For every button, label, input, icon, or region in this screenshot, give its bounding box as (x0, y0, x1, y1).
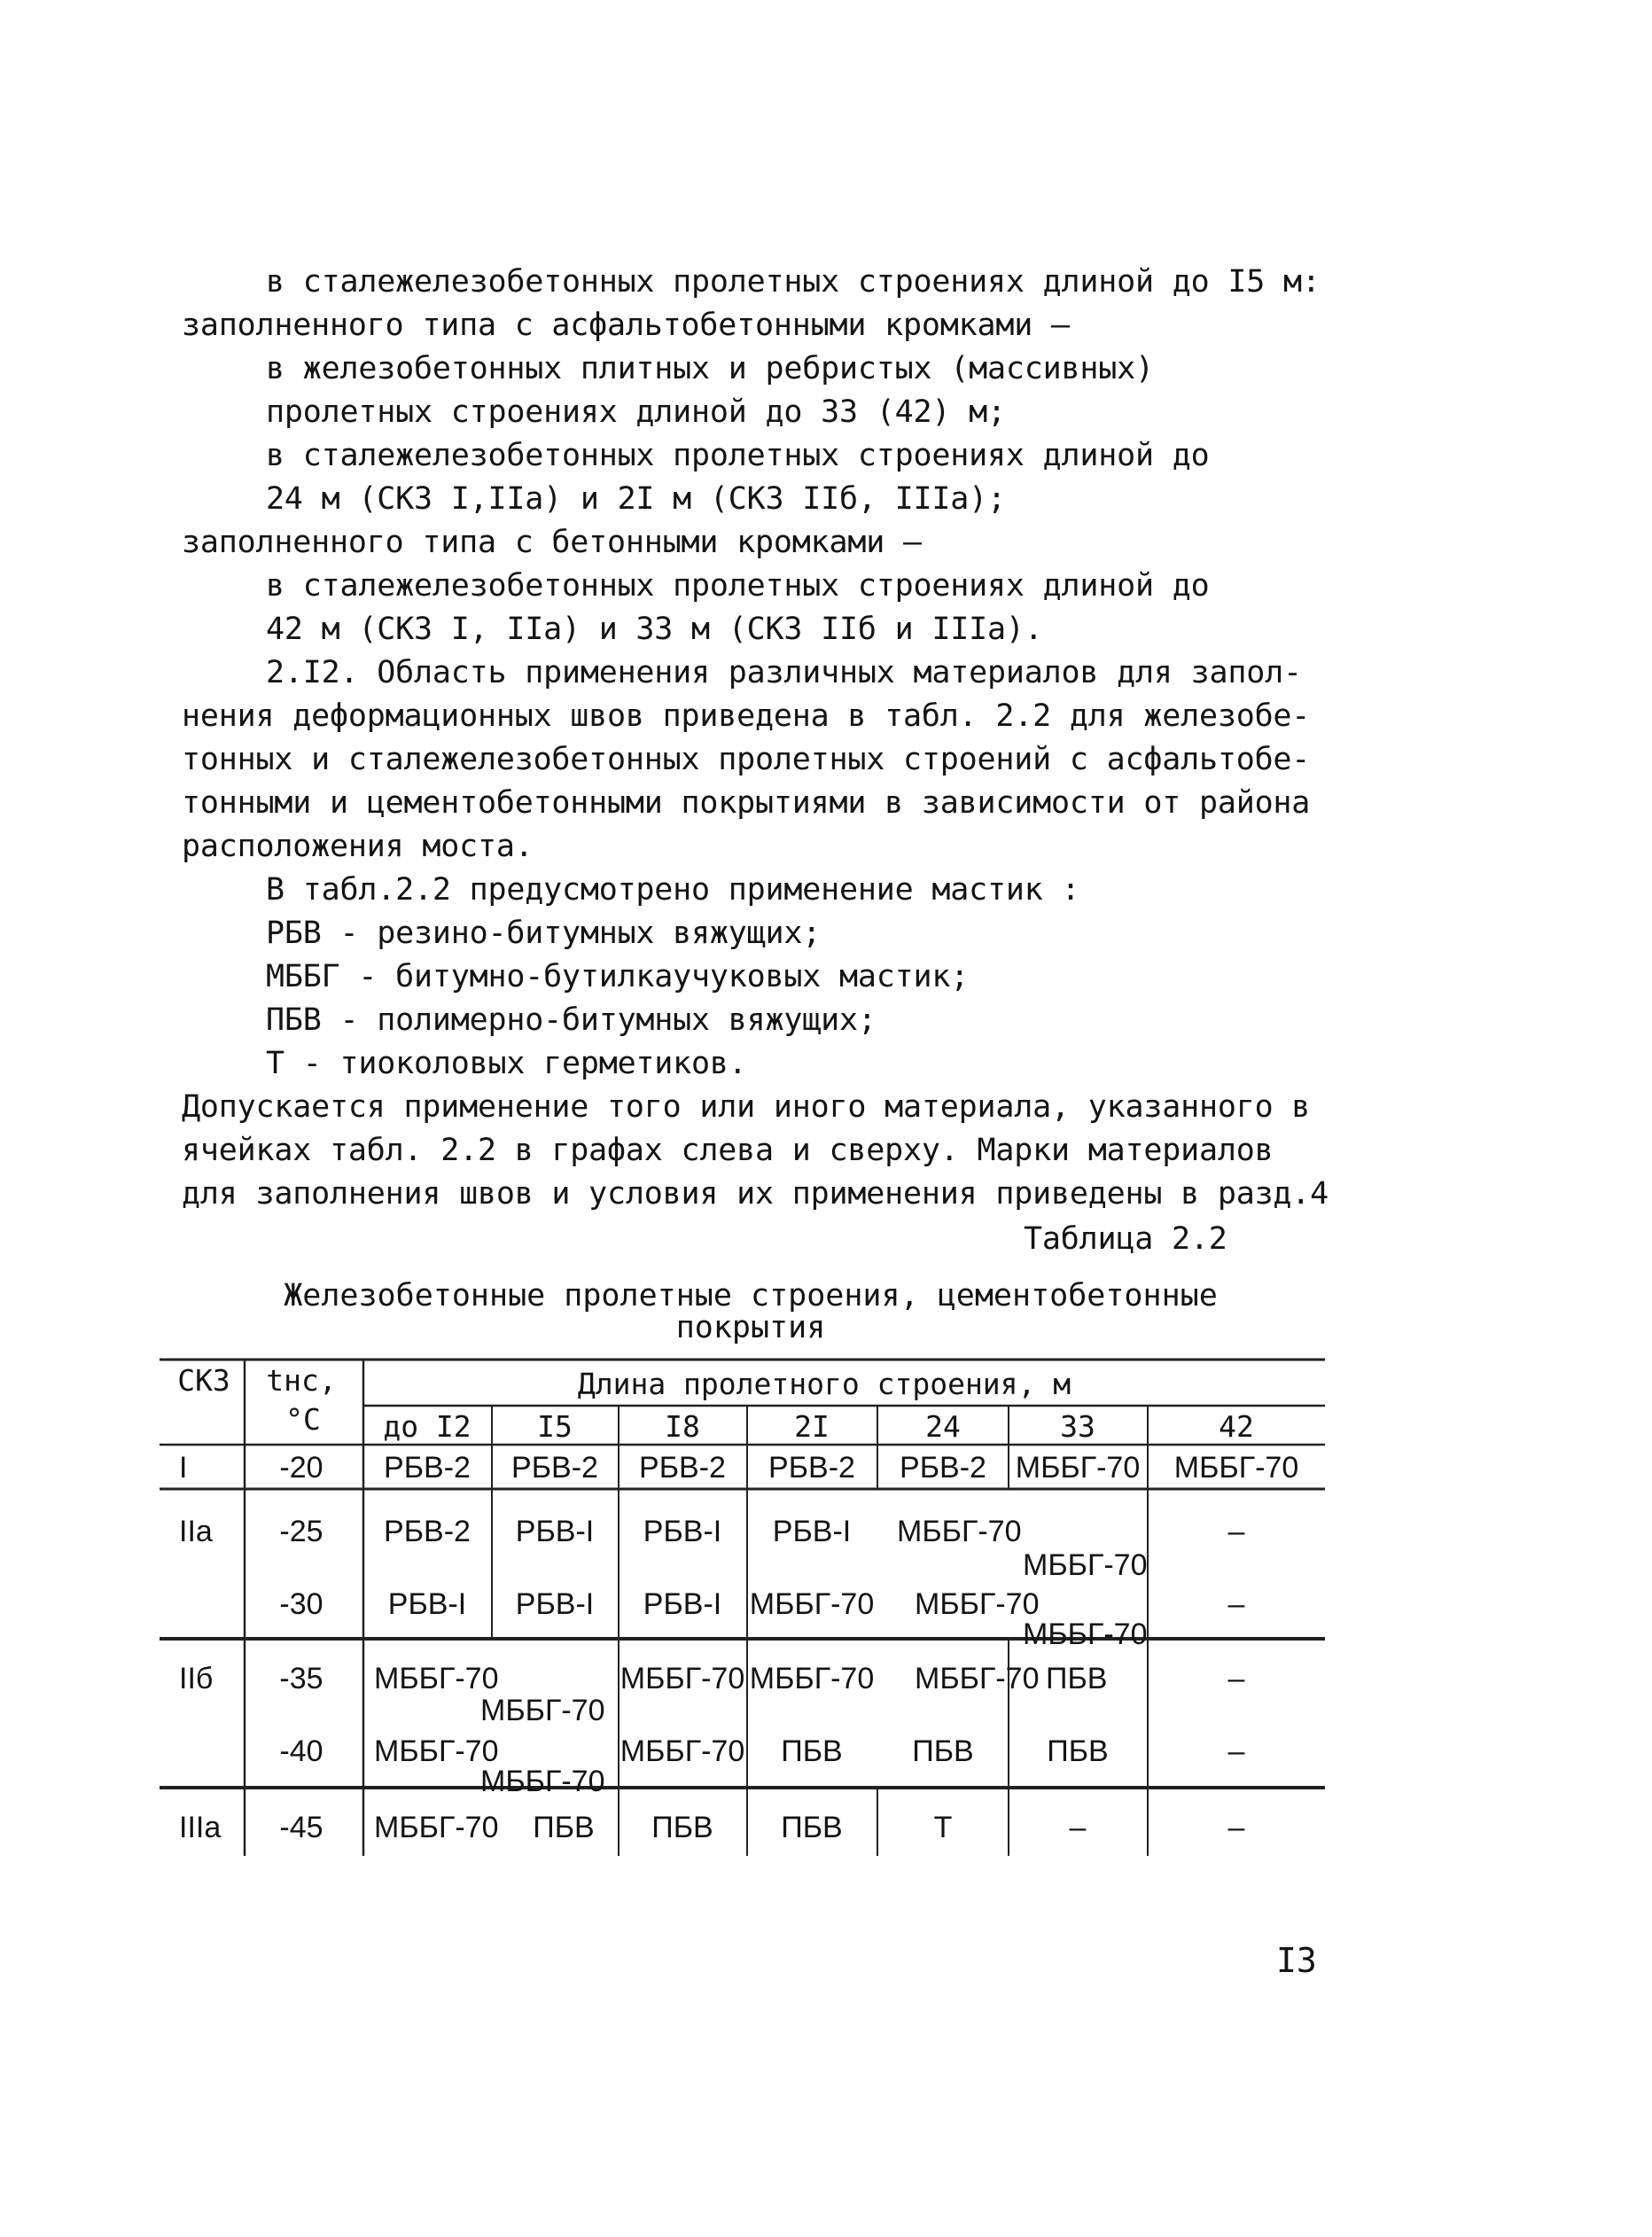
text-line: 2.I2. Область применения различных материалов для запол- (266, 655, 1302, 690)
text-line: заполненного типа с асфальтобетонными кромками – (182, 308, 1070, 343)
text-line: тонными и цементобетонными покрытиями в зависимости от района (182, 785, 1311, 821)
cell-material: МББГ-70 (1023, 1548, 1148, 1582)
cell-material: – (1069, 1811, 1087, 1844)
header-span-length: Длина пролетного строения, м (577, 1367, 1071, 1401)
header-length: I5 (537, 1409, 573, 1444)
cell-temperature: -40 (279, 1734, 323, 1768)
cell-material: РБВ-I (515, 1515, 595, 1548)
header-temperature-unit: °С (285, 1402, 321, 1437)
cell-temperature: -30 (279, 1587, 323, 1621)
header-length: I8 (665, 1409, 700, 1444)
header-skz: СКЗ (177, 1363, 230, 1398)
cell-material: РБВ-I (387, 1587, 467, 1621)
cell-material: РБВ-I (643, 1515, 722, 1548)
cell-material: РБВ-2 (384, 1515, 471, 1548)
cell-material: РБВ-2 (900, 1451, 986, 1485)
table-title: Железобетонные пролетные строения, цементобетонные (284, 1278, 1218, 1313)
table-label: Таблица 2.2 (1024, 1221, 1227, 1257)
text-line: 24 м (СКЗ I,IIа) и 2I м (СКЗ IIб, IIIа); (266, 481, 1006, 517)
cell-skz: I (179, 1451, 188, 1485)
text-line: Допускается применение того или иного материала, указанного в (182, 1089, 1311, 1125)
cell-material: РБВ-I (643, 1587, 722, 1621)
cell-skz: IIIа (179, 1811, 222, 1844)
cell-material: МББГ-70 (374, 1734, 499, 1768)
cell-temperature: -35 (279, 1662, 323, 1695)
text-line: МББГ - битумно-бутилкаучуковых мастик; (266, 959, 970, 994)
text-line: расположения моста. (182, 829, 534, 864)
cell-material: МББГ-70 (1023, 1617, 1148, 1651)
cell-material: МББГ-70 (620, 1662, 745, 1695)
cell-temperature: -25 (279, 1515, 323, 1548)
cell-material: – (1227, 1734, 1245, 1768)
cell-material: РБВ-I (515, 1587, 595, 1621)
cell-material: РБВ-2 (639, 1451, 726, 1485)
text-line: нения деформационных швов приведена в табл. 2.2 для железобе- (182, 698, 1311, 734)
cell-material: МББГ-70 (620, 1734, 745, 1768)
cell-material: ПБВ (781, 1734, 843, 1768)
text-line: тонных и сталежелезобетонных пролетных строений с асфальтобе- (182, 742, 1311, 777)
cell-material: РБВ-2 (384, 1451, 471, 1485)
cell-material: МББГ-70 (915, 1587, 1040, 1621)
cell-material: МББГ-70 (915, 1662, 1040, 1695)
cell-material: – (1227, 1662, 1245, 1695)
text-line: Т - тиоколовых герметиков. (266, 1046, 747, 1081)
cell-skz: IIа (179, 1515, 213, 1548)
cell-skz: IIб (179, 1662, 214, 1695)
cell-material: МББГ-70 (480, 1694, 605, 1727)
text-line: ПБВ - полимерно-битумных вяжущих; (266, 1002, 877, 1038)
text-line: для заполнения швов и условия их применения приведены в разд.4 (182, 1176, 1329, 1212)
cell-material: МББГ-70 (1015, 1451, 1141, 1485)
cell-material: РБВ-2 (511, 1451, 598, 1485)
header-length: 2I (794, 1409, 830, 1444)
text-line: в сталежелезобетонных пролетных строениях длиной до (266, 438, 1210, 473)
cell-material: ПБВ (533, 1811, 595, 1844)
table-title-continued: покрытия (675, 1310, 826, 1345)
cell-material: ПБВ (1046, 1662, 1108, 1695)
cell-material: МББГ-70 (1173, 1451, 1299, 1485)
cell-material: МББГ-70 (480, 1765, 605, 1798)
cell-material: МББГ-70 (749, 1587, 875, 1621)
text-line: пролетных строениях длиной до 33 (42) м; (266, 394, 1006, 430)
cell-material: МББГ-70 (374, 1811, 499, 1844)
table-grid (160, 1360, 1329, 1874)
cell-material: ПБВ (1047, 1734, 1109, 1768)
cell-material: МББГ-70 (749, 1662, 875, 1695)
cell-material: МББГ-70 (897, 1515, 1022, 1548)
cell-material: Т (933, 1811, 953, 1844)
header-length: до I2 (383, 1409, 471, 1444)
cell-material: – (1227, 1811, 1245, 1844)
cell-material: ПБВ (651, 1811, 713, 1844)
cell-material: РБВ-2 (768, 1451, 855, 1485)
text-line: РБВ - резино-битумных вяжущих; (266, 916, 822, 951)
text-line: заполненного типа с бетонными кромками – (182, 525, 922, 560)
header-temperature: tнс, (266, 1363, 337, 1398)
text-line: 42 м (СКЗ I, IIа) и 33 м (СКЗ IIб и IIIа). (266, 612, 1043, 647)
text-line: ячейках табл. 2.2 в графах слева и сверху. Марки материалов (182, 1133, 1274, 1168)
text-line: в сталежелезобетонных пролетных строениях длиной до (266, 568, 1210, 604)
cell-material: РБВ-I (772, 1515, 852, 1548)
text-line: в сталежелезобетонных пролетных строениях длиной до I5 м: (266, 264, 1321, 300)
cell-material: ПБВ (781, 1811, 843, 1844)
text-line: В табл.2.2 предусмотрено применение мастик : (266, 872, 1080, 908)
cell-material: МББГ-70 (374, 1662, 499, 1695)
page-number: I3 (1276, 1941, 1317, 1980)
header-length: 42 (1219, 1409, 1254, 1444)
cell-temperature: -20 (279, 1451, 323, 1485)
cell-material: ПБВ (912, 1734, 974, 1768)
materials-table (160, 1360, 1329, 1874)
text-line: в железобетонных плитных и ребристых (массивных) (266, 351, 1154, 386)
cell-temperature: -45 (279, 1811, 323, 1844)
cell-material: – (1227, 1587, 1245, 1621)
header-length: 33 (1060, 1409, 1095, 1444)
header-length: 24 (925, 1409, 961, 1444)
cell-material: – (1227, 1515, 1245, 1548)
